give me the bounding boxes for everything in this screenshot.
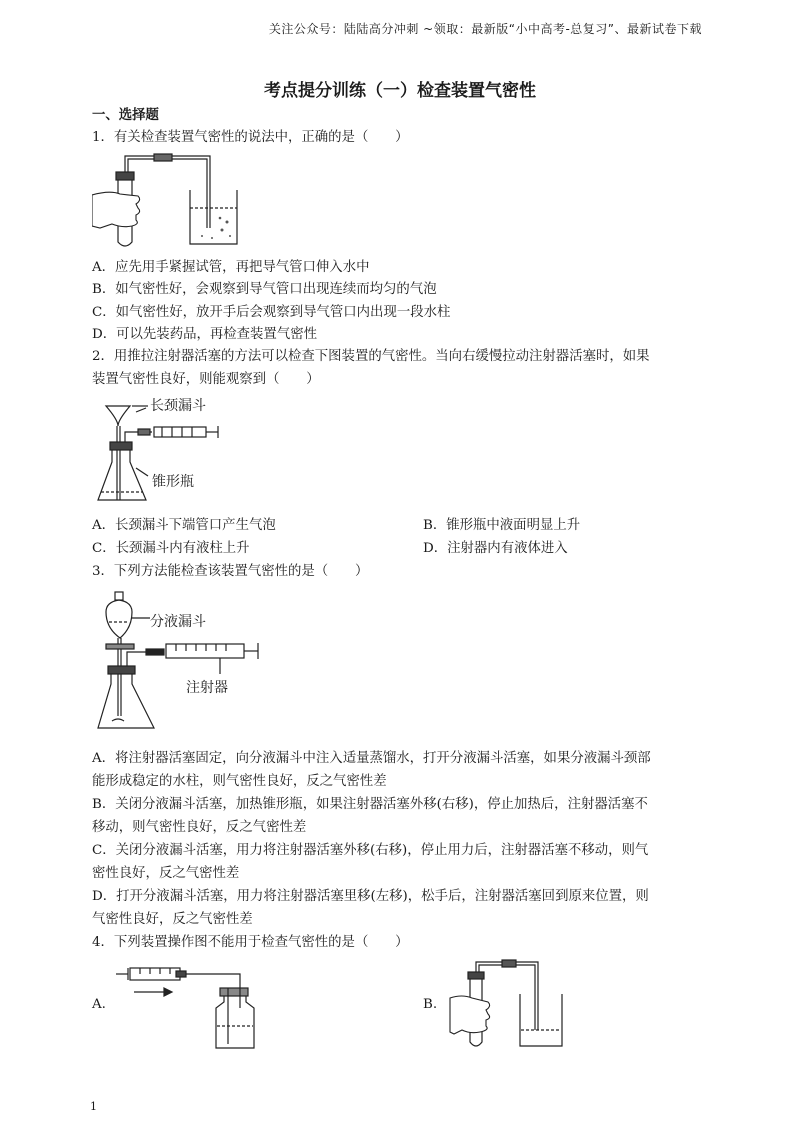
q1-option-a: A．应先用手紧握试管，再把导气管口伸入水中: [92, 260, 370, 275]
section-heading: 一、选择题: [92, 107, 159, 123]
q2-stem-line2: 装置气密性良好，则能观察到（ ）: [92, 372, 320, 387]
q3-option-c-line1: C．关闭分液漏斗活塞，用力将注射器活塞外移(右移)，停止用力后，注射器活塞不移动，则气: [92, 843, 649, 858]
q2-option-b: B．锥形瓶中液面明显上升: [423, 518, 581, 533]
page-title: 考点提分训练（一）检查装置气密性: [264, 81, 536, 101]
q1-option-d: D．可以先装药品，再检查装置气密性: [92, 327, 317, 342]
q3-option-a-line1: A．将注射器活塞固定，向分液漏斗中注入适量蒸馏水，打开分液漏斗活塞，如果分液漏斗颈部: [92, 751, 651, 766]
q4-figure-b-test-tube-in-hand: [440, 958, 570, 1054]
q3-option-b-line2: 移动，则气密性良好，反之气密性差: [92, 820, 307, 835]
q1-option-b: B．如气密性好，会观察到导气管口出现连续而均匀的气泡: [92, 282, 437, 297]
q2-label-funnel: 长颈漏斗: [150, 398, 206, 414]
header-note: 关注公众号：陆陆高分冲刺 ~领取：最新版“小中高考-总复习”、最新试卷下载: [268, 22, 702, 36]
q3-option-c-line2: 密性良好，反之气密性差: [92, 866, 240, 881]
q2-option-a: A．长颈漏斗下端管口产生气泡: [92, 518, 276, 533]
q3-label-separatory-funnel: 分液漏斗: [150, 614, 206, 630]
q1-stem: 1．有关检查装置气密性的说法中，正确的是（ ）: [92, 130, 409, 145]
q2-option-c: C．长颈漏斗内有液柱上升: [92, 541, 250, 556]
q4-option-b-label: B.: [423, 997, 438, 1012]
q2-option-d: D．注射器内有液体进入: [423, 541, 568, 556]
q3-label-syringe: 注射器: [186, 680, 228, 696]
q3-option-d-line2: 气密性良好，反之气密性差: [92, 912, 253, 927]
page-number: 1: [90, 1100, 97, 1113]
q4-figure-a-syringe-bottle: [112, 962, 262, 1054]
q1-figure-test-tube-in-hand: [92, 150, 262, 255]
q1-option-c: C．如气密性好，放开手后会观察到导气管口内出现一段水柱: [92, 305, 451, 320]
q2-label-flask: 锥形瓶: [152, 474, 194, 490]
q4-stem: 4．下列装置操作图不能用于检查气密性的是（ ）: [92, 935, 409, 950]
q2-stem-line1: 2．用推拉注射器活塞的方法可以检查下图装置的气密性。当向右缓慢拉动注射器活塞时，如果: [92, 349, 650, 364]
q3-option-a-line2: 能形成稳定的水柱，则气密性良好，反之气密性差: [92, 774, 387, 789]
q3-option-d-line1: D．打开分液漏斗活塞，用力将注射器活塞里移(左移)，松手后，注射器活塞回到原来位置，则: [92, 889, 649, 904]
q3-stem: 3．下列方法能检查该装置气密性的是（ ）: [92, 564, 369, 579]
q4-option-a-label: A.: [92, 997, 106, 1012]
q3-option-b-line1: B．关闭分液漏斗活塞，加热锥形瓶，如果注射器活塞外移(右移)，停止加热后，注射器活塞不: [92, 797, 648, 812]
